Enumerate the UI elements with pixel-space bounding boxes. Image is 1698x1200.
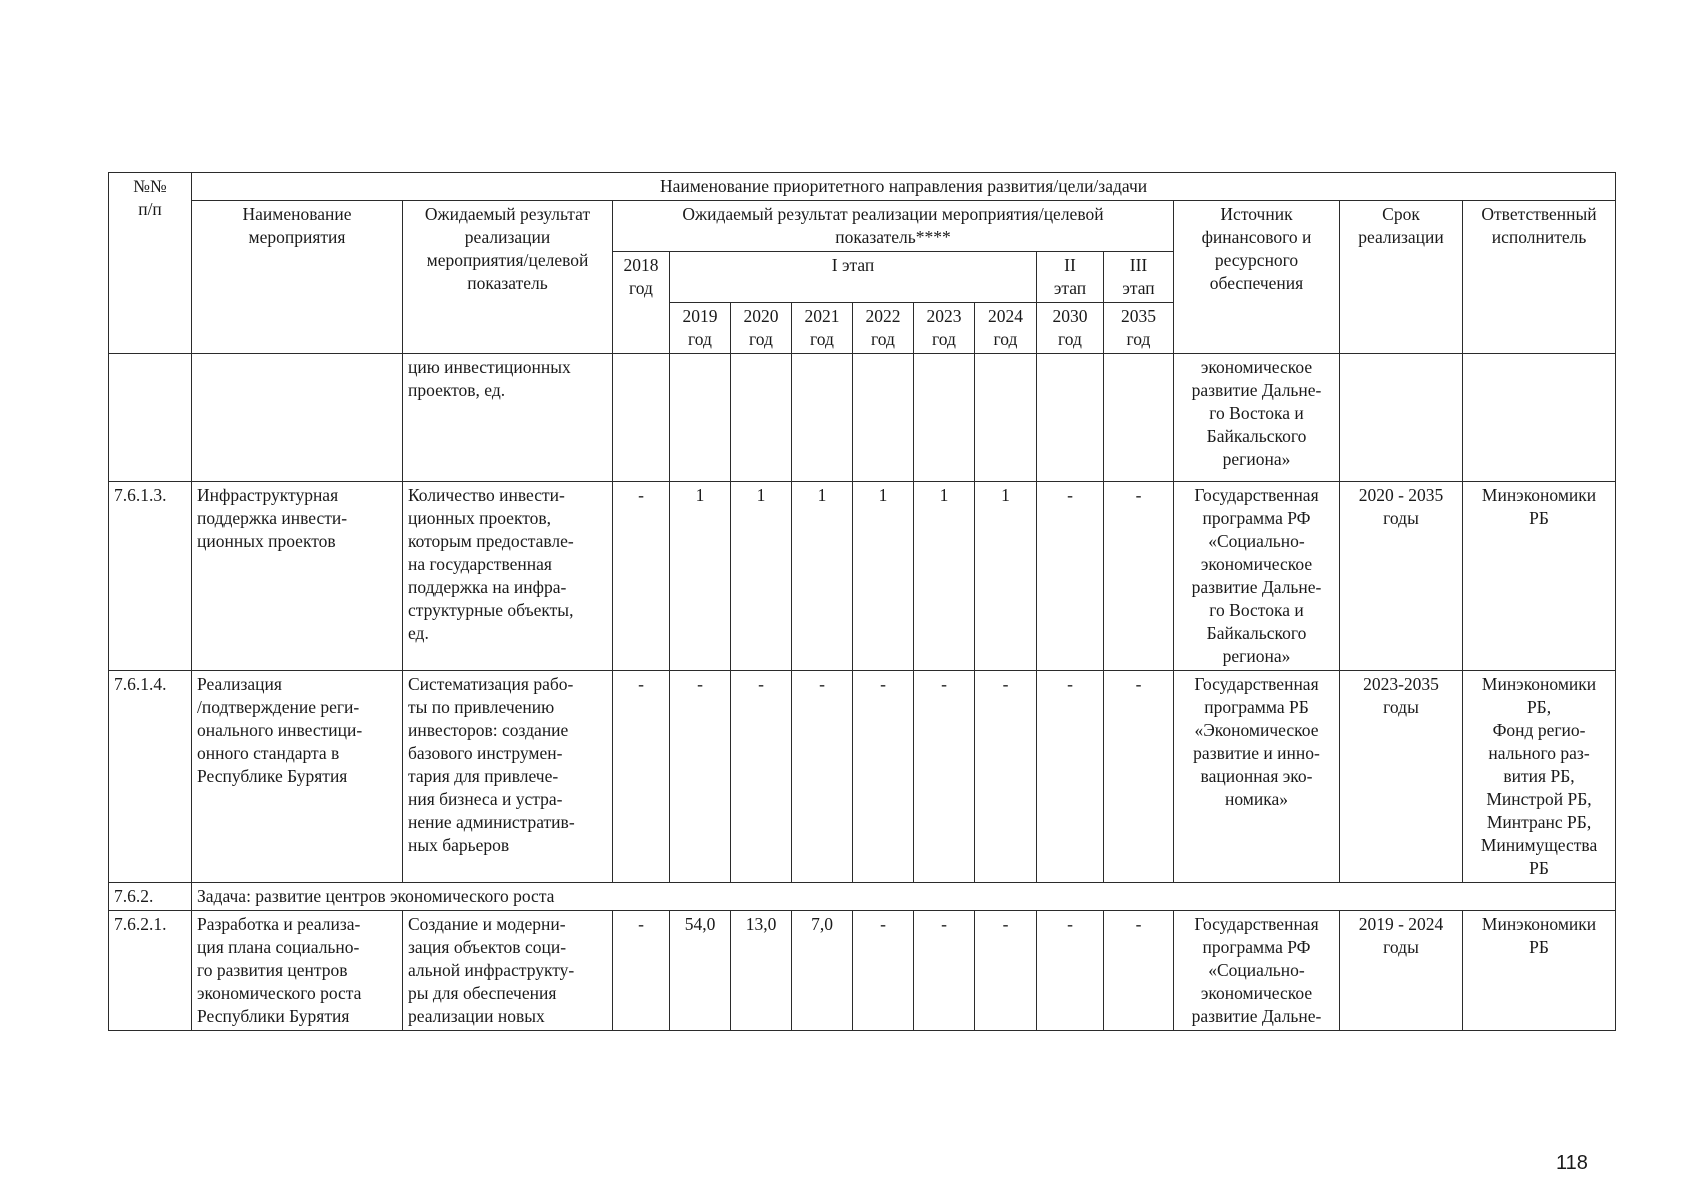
indicator-value: - — [853, 911, 914, 1031]
expected-result — [403, 911, 613, 1031]
cell-line: Минэкономики — [1481, 485, 1597, 505]
header-text: обеспечения — [1209, 273, 1304, 293]
cell-line: поддержка инвести- — [197, 508, 348, 528]
cell-line: программа РФ — [1202, 508, 1311, 528]
header-text: показатель — [467, 273, 548, 293]
cell-line: ты по привлечению — [408, 697, 555, 717]
page-number: 118 — [1556, 1152, 1588, 1174]
indicator-value: 7,0 — [792, 911, 853, 1031]
responsible-executor — [1463, 671, 1616, 883]
responsible-executor — [1463, 482, 1616, 671]
header-text: реализации — [1358, 227, 1444, 247]
cell-line: год — [1058, 329, 1082, 349]
cell-line: развитие Дальне- — [1191, 577, 1322, 597]
indicator-value: - — [792, 671, 853, 883]
indicator-value: - — [975, 911, 1037, 1031]
header-text: 2018 — [623, 255, 659, 275]
table-row — [109, 911, 1616, 1031]
responsible-executor — [1463, 911, 1616, 1031]
indicator-value — [792, 354, 853, 482]
cell-line: РБ — [1529, 937, 1549, 957]
cell-line: на государственная — [408, 554, 552, 574]
cell-line: 2019 — [682, 306, 718, 326]
indicator-value: 13,0 — [731, 911, 792, 1031]
cell-line: 2019 - 2024 — [1358, 914, 1444, 934]
indicator-value: - — [670, 671, 731, 883]
indicator-value: 1 — [670, 482, 731, 671]
header-text: Наименование — [242, 204, 352, 224]
header-text: этап — [1053, 278, 1087, 298]
indicator-value — [853, 354, 914, 482]
cell-line: год — [810, 329, 834, 349]
indicator-value: - — [1037, 671, 1104, 883]
cell-line: Минэкономики — [1481, 914, 1597, 934]
cell-line: ры для обеспечения — [408, 983, 557, 1003]
table-row — [109, 671, 1616, 883]
cell-line: го Востока и — [1209, 403, 1304, 423]
cell-line: нение административ- — [408, 812, 575, 832]
cell-line: проектов, ед. — [408, 380, 506, 400]
cell-line: Фонд регио- — [1492, 720, 1586, 740]
indicator-value: 1 — [914, 482, 975, 671]
header-year-2018 — [613, 252, 670, 354]
cell-line: ционных проектов — [197, 531, 336, 551]
cell-line: Создание и модерни- — [408, 914, 566, 934]
header-col-term — [1340, 201, 1463, 354]
header-main-title: Наименование приоритетного направления развития/цели/задачи — [192, 173, 1616, 201]
cell-line: ед. — [408, 623, 429, 643]
cell-line: реализации новых — [408, 1006, 545, 1026]
cell-line: экономическое — [1200, 357, 1313, 377]
header-col-exec — [1463, 201, 1616, 354]
implementation-term — [1340, 911, 1463, 1031]
cell-line: развитие Дальне- — [1191, 380, 1322, 400]
header-stage-1: I этап — [670, 252, 1037, 303]
table-row — [109, 482, 1616, 671]
cell-line: год — [1126, 329, 1151, 349]
cell-line: региона» — [1222, 449, 1291, 469]
cell-line: год — [749, 329, 773, 349]
expected-result — [403, 671, 613, 883]
indicator-value — [1037, 354, 1104, 482]
cell-line: год — [871, 329, 895, 349]
indicator-value — [914, 354, 975, 482]
cell-line: Государственная — [1194, 914, 1319, 934]
cell-line: Разработка и реализа- — [197, 914, 361, 934]
header-col-result — [403, 201, 613, 354]
cell-line: ных барьеров — [408, 835, 510, 855]
header-num-cell — [109, 173, 192, 354]
indicator-value: 1 — [853, 482, 914, 671]
header-text: Ответственный — [1481, 204, 1597, 224]
header-year-2022 — [853, 303, 914, 354]
cell-line: номика» — [1225, 789, 1288, 809]
implementation-term — [1340, 671, 1463, 883]
header-year-2020 — [731, 303, 792, 354]
cell-line: «Социально- — [1208, 531, 1305, 551]
cell-line: «Социально- — [1208, 960, 1305, 980]
header-year-2035 — [1104, 303, 1174, 354]
header-row-columns — [109, 201, 1616, 252]
cell-line: базового инструмен- — [408, 743, 563, 763]
header-text: Срок — [1382, 204, 1420, 224]
funding-source — [1174, 671, 1340, 883]
table-row — [109, 354, 1616, 482]
cell-line: региона» — [1222, 646, 1291, 666]
cell-line: развитие Дальне- — [1191, 1006, 1322, 1026]
row-number: 7.6.1.4. — [109, 671, 192, 883]
expected-result — [403, 482, 613, 671]
header-year-2019 — [670, 303, 731, 354]
event-name — [192, 482, 403, 671]
header-text: мероприятия — [248, 227, 346, 247]
header-stage-2 — [1037, 252, 1104, 303]
cell-line: год — [688, 329, 712, 349]
indicator-value: - — [613, 671, 670, 883]
cell-line: структурные объекты, — [408, 600, 574, 620]
cell-line: поддержка на инфра- — [408, 577, 567, 597]
header-col-source — [1174, 201, 1340, 354]
indicator-value: 1 — [731, 482, 792, 671]
cell-line: РБ — [1529, 858, 1549, 878]
cell-line: ция плана социально- — [197, 937, 360, 957]
indicator-value: 54,0 — [670, 911, 731, 1031]
cell-line: цию инвестиционных — [408, 357, 571, 377]
cell-line: онального инвестици- — [197, 720, 363, 740]
cell-line: Республики Бурятия — [197, 1006, 350, 1026]
indicator-value: 1 — [792, 482, 853, 671]
row-number — [109, 354, 192, 482]
cell-line: Реализация — [197, 674, 282, 694]
implementation-term — [1340, 354, 1463, 482]
header-text: III — [1129, 255, 1148, 275]
cell-line: Количество инвести- — [408, 485, 565, 505]
implementation-term — [1340, 482, 1463, 671]
funding-source — [1174, 354, 1340, 482]
cell-line: развитие и инно- — [1193, 743, 1320, 763]
cell-line: /подтверждение реги- — [197, 697, 360, 717]
cell-line: го развития центров — [197, 960, 348, 980]
cell-line: вития РБ, — [1503, 766, 1575, 786]
cell-line: альной инфраструкту- — [408, 960, 575, 980]
event-name — [192, 911, 403, 1031]
indicator-value: - — [1037, 482, 1104, 671]
responsible-executor — [1463, 354, 1616, 482]
cell-line: ния бизнеса и устра- — [408, 789, 563, 809]
indicator-value: - — [613, 911, 670, 1031]
header-text: Ожидаемый результат — [424, 204, 591, 224]
row-number: 7.6.2. — [109, 883, 192, 911]
indicator-value: - — [914, 671, 975, 883]
header-text: Источник — [1220, 204, 1293, 224]
indicator-value: - — [1104, 482, 1174, 671]
indicator-value: - — [1104, 671, 1174, 883]
indicator-value: - — [914, 911, 975, 1031]
header-col-indicators — [613, 201, 1174, 252]
cell-line: Минстрой РБ, — [1486, 789, 1592, 809]
header-text: ресурсного — [1214, 250, 1299, 270]
header-stage-3 — [1104, 252, 1174, 303]
cell-line: Минэкономики — [1481, 674, 1597, 694]
cell-line: год — [993, 329, 1018, 349]
cell-line: Инфраструктурная — [197, 485, 339, 505]
task-row — [109, 883, 1616, 911]
cell-line: экономическое — [1200, 983, 1313, 1003]
cell-line: год — [932, 329, 956, 349]
task-title: Задача: развитие центров экономического роста — [192, 883, 1616, 911]
row-number: 7.6.2.1. — [109, 911, 192, 1031]
indicator-value: - — [1104, 911, 1174, 1031]
cell-line: годы — [1383, 508, 1419, 528]
num-label: п/п — [138, 199, 162, 219]
indicator-value: - — [853, 671, 914, 883]
cell-line: РБ, — [1526, 697, 1552, 717]
header-text: год — [629, 278, 653, 298]
header-text: показатель**** — [835, 227, 951, 247]
cell-line: Государственная — [1194, 674, 1319, 694]
funding-source — [1174, 482, 1340, 671]
cell-line: 2022 — [865, 306, 901, 326]
cell-line: 2021 — [804, 306, 840, 326]
cell-line: 2030 — [1052, 306, 1088, 326]
cell-line: Байкальского — [1206, 623, 1307, 643]
event-name — [192, 671, 403, 883]
cell-line: 2035 — [1121, 306, 1156, 326]
cell-line: 2023-2035 — [1363, 674, 1439, 694]
cell-line: нального раз- — [1488, 743, 1590, 763]
plan-table — [108, 172, 1616, 1031]
header-text: этап — [1122, 278, 1155, 298]
cell-line: инвесторов: создание — [408, 720, 569, 740]
header-text: финансового и — [1201, 227, 1312, 247]
cell-line: 2020 - 2035 — [1358, 485, 1444, 505]
cell-line: ционных проектов, — [408, 508, 552, 528]
cell-line: Минтранс РБ, — [1486, 812, 1592, 832]
indicator-value: - — [975, 671, 1037, 883]
indicator-value: - — [1037, 911, 1104, 1031]
cell-line: Минимущества — [1480, 835, 1598, 855]
cell-line: онного стандарта в — [197, 743, 340, 763]
expected-result — [403, 354, 613, 482]
header-year-2023 — [914, 303, 975, 354]
cell-line: которым предоставле- — [408, 531, 574, 551]
cell-line: РБ — [1529, 508, 1549, 528]
cell-line: тария для привлече- — [408, 766, 559, 786]
header-year-2030 — [1037, 303, 1104, 354]
cell-line: годы — [1383, 937, 1419, 957]
header-year-2021 — [792, 303, 853, 354]
indicator-value: 1 — [975, 482, 1037, 671]
header-text: II — [1064, 255, 1076, 275]
header-year-2024 — [975, 303, 1037, 354]
cell-line: экономического роста — [197, 983, 362, 1003]
indicator-value — [975, 354, 1037, 482]
indicator-value — [670, 354, 731, 482]
indicator-value: - — [613, 482, 670, 671]
header-text: мероприятия/целевой — [426, 250, 589, 270]
row-number: 7.6.1.3. — [109, 482, 192, 671]
cell-line: Республике Бурятия — [197, 766, 348, 786]
header-text: исполнитель — [1491, 227, 1587, 247]
cell-line: экономическое — [1200, 554, 1313, 574]
header-text: реализации — [464, 227, 551, 247]
header-row-title — [109, 173, 1616, 201]
event-name — [192, 354, 403, 482]
indicator-value: - — [731, 671, 792, 883]
cell-line: годы — [1383, 697, 1419, 717]
cell-line: 2023 — [926, 306, 962, 326]
cell-line: зация объектов соци- — [408, 937, 567, 957]
indicator-value — [613, 354, 670, 482]
indicator-value — [731, 354, 792, 482]
cell-line: Систематизация рабо- — [408, 674, 574, 694]
cell-line: Государственная — [1194, 485, 1319, 505]
header-text: Ожидаемый результат реализации мероприятия/целевой — [682, 204, 1104, 224]
cell-line: программа РФ — [1202, 937, 1311, 957]
cell-line: программа РБ — [1204, 697, 1309, 717]
document-page — [108, 172, 1615, 1031]
cell-line: «Экономическое — [1194, 720, 1319, 740]
header-col-name — [192, 201, 403, 354]
cell-line: вационная эко- — [1200, 766, 1313, 786]
num-label: №№ — [133, 176, 167, 196]
cell-line: 2020 — [743, 306, 779, 326]
cell-line: го Востока и — [1209, 600, 1304, 620]
indicator-value — [1104, 354, 1174, 482]
cell-line: 2024 — [988, 306, 1023, 326]
cell-line: Байкальского — [1206, 426, 1307, 446]
funding-source — [1174, 911, 1340, 1031]
